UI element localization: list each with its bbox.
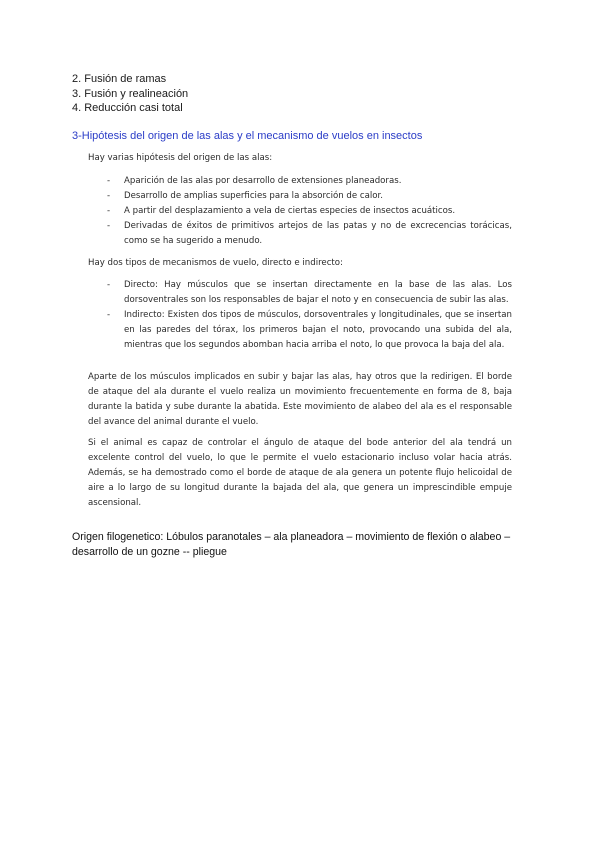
hypotheses-intro: Hay varias hipótesis del origen de las alas: — [88, 153, 273, 163]
mechanisms-intro: Hay dos tipos de mecanismos de vuelo, directo e indirecto: — [88, 258, 343, 268]
numbered-item: 4. Reducción casi total — [72, 102, 183, 114]
list-item: - Indirecto: Existen dos tipos de músculos, dorsoventrales y longitudinales, que se insertan en las paredes del tórax, los primeros bajan el noto, provocando una subida del ala, mientras que los segundos abomban hacia arriba el noto, lo que provoca la baja del ala. — [104, 308, 512, 353]
origin-note: Origen filogenetico: Lóbulos paranotales – ala planeadora – movimiento de flexión o alabeo – desarrollo de un gozne -- pliegue — [72, 531, 511, 558]
list-item: - Desarrollo de amplias superficies para la absorción de calor. — [104, 189, 512, 204]
hypotheses-list — [104, 174, 512, 249]
paragraph: Si el animal es capaz de controlar el ángulo de ataque del bode anterior del ala tendrá un excelente control del vuelo, lo que le permite el vuelo estacionario incluso volar hacia atrás. Además, se ha demostrado como el borde de ataque de ala genera un potente flujo helicoidal de aire a lo largo de su longitud durante la bajada del ala, que genera un imprescindible empuje ascensional. — [88, 438, 512, 508]
list-item: - A partir del desplazamiento a vela de ciertas especies de insectos acuáticos. — [104, 204, 512, 219]
numbered-item: 2. Fusión de ramas — [72, 73, 167, 85]
list-item: - Directo: Hay músculos que se insertan directamente en la base de las alas. Los dorsoventrales son los responsables de bajar el noto y en consecuencia de subir las alas. — [104, 278, 512, 308]
mechanisms-list — [104, 278, 512, 353]
numbered-item: 3. Fusión y realineación — [72, 87, 189, 100]
section-heading: 3-Hipótesis del origen de las alas y el mecanismo de vuelos en insectos — [72, 130, 423, 142]
list-item: - Aparición de las alas por desarrollo de extensiones planeadoras. — [104, 174, 512, 189]
list-item: - Derivadas de éxitos de primitivos artejos de las patas y no de excrecencias torácicas, como se ha sugerido a menudo. — [104, 219, 512, 249]
paragraph: Aparte de los músculos implicados en subir y bajar las alas, hay otros que la redirigen. El borde de ataque del ala durante el vuelo realiza un movimiento frecuentemente en forma de 8, baja durante la batida y sube durante la abatida. Este movimiento de alabeo del ala es el responsable del avance del animal durante el vuelo. — [88, 372, 512, 427]
numbered-list — [72, 72, 188, 116]
